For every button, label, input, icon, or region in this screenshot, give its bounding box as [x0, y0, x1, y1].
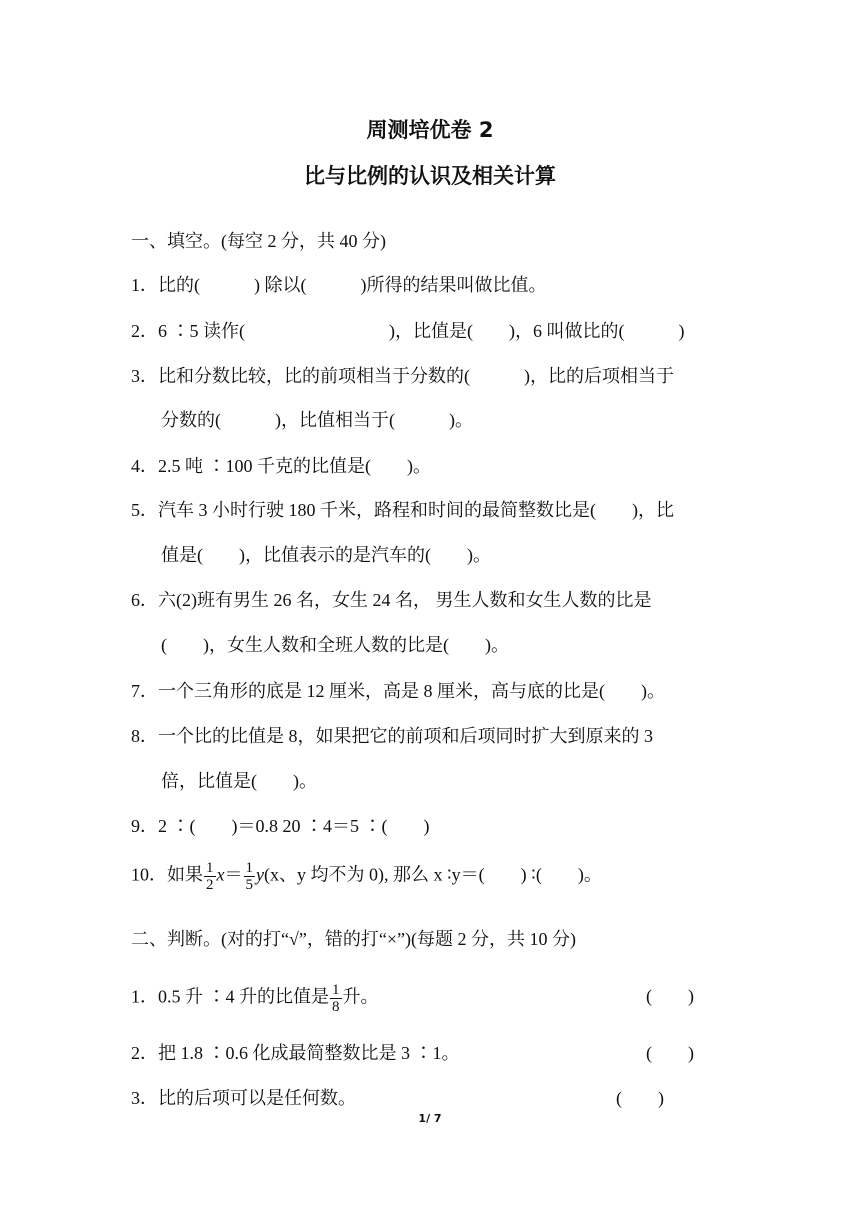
fraction-numerator: 1 — [332, 982, 340, 998]
question-10 — [131, 860, 602, 893]
variable-y: y — [256, 864, 264, 885]
question-2: 2．6 ∶5 读作( )，比值是( )，6 叫做比的( ) — [131, 321, 685, 341]
judgement-1 — [131, 982, 379, 1015]
fraction-numerator: 1 — [245, 860, 253, 876]
question-5-line-2: 值是( )，比值表示的是汽车的( )。 — [161, 545, 491, 565]
judgement-1-unit: 升。 — [342, 986, 379, 1007]
fraction-denominator: 2 — [206, 877, 214, 893]
fraction-one-fifth — [244, 860, 256, 893]
question-6-line-1: 6．六(2)班有男生 26 名，女生 24 名， 男生人数和女生人数的比是 — [131, 590, 652, 610]
section-2-heading: 二、判断。(对的打“√”，错的打“×”)(每题 2 分，共 10 分) — [131, 929, 576, 949]
judgement-3: 3．比的后项可以是任何数。 — [131, 1088, 356, 1108]
question-9: 9．2 ∶( )＝0.8 20 ∶4＝5 ∶( ) — [131, 816, 430, 836]
fraction-denominator: 5 — [245, 877, 253, 893]
question-3-line-1: 3．比和分数比较，比的前项相当于分数的( )，比的后项相当于 — [131, 366, 674, 386]
question-10-rest: (x、y 均不为 0), 那么 x ∶y＝( ) ∶( )。 — [264, 864, 602, 885]
page-title: 周测培优卷 2 — [366, 118, 494, 142]
section-1-heading: 一、填空。(每空 2 分，共 40 分) — [131, 231, 386, 251]
question-8-line-2: 倍，比值是( )。 — [161, 771, 317, 791]
question-10-prefix: 10．如果 — [131, 864, 203, 885]
answer-blank-3[interactable]: ( ) — [616, 1088, 664, 1108]
fraction-one-half — [204, 860, 216, 893]
question-7: 7．一个三角形的底是 12 厘米，高是 8 厘米，高与底的比是( )。 — [131, 681, 665, 701]
fraction-one-eighth — [330, 982, 342, 1015]
question-8-line-1: 8．一个比的比值是 8，如果把它的前项和后项同时扩大到原来的 3 — [131, 726, 653, 746]
page-number: 1/ 7 — [418, 1112, 442, 1125]
equals-sign: ＝ — [224, 864, 243, 885]
variable-x: x — [216, 864, 225, 885]
judgement-2: 2．把 1.8 ∶0.6 化成最简整数比是 3 ∶1。 — [131, 1043, 460, 1063]
judgement-1-text: 1．0.5 升 ∶4 升的比值是 — [131, 986, 329, 1007]
question-3-line-2: 分数的( )，比值相当于( )。 — [161, 410, 473, 430]
question-1: 1．比的( ) 除以( )所得的结果叫做比值。 — [131, 275, 547, 295]
page-subtitle: 比与比例的认识及相关计算 — [304, 164, 556, 188]
fraction-numerator: 1 — [206, 860, 214, 876]
fraction-denominator: 8 — [332, 999, 340, 1015]
answer-blank-1[interactable]: ( ) — [646, 986, 694, 1006]
answer-blank-2[interactable]: ( ) — [646, 1043, 694, 1063]
question-6-line-2: ( )，女生人数和全班人数的比是( )。 — [161, 635, 509, 655]
question-4: 4．2.5 吨 ∶100 千克的比值是( )。 — [131, 456, 431, 476]
question-5-line-1: 5．汽车 3 小时行驶 180 千米，路程和时间的最简整数比是( )，比 — [131, 500, 674, 520]
